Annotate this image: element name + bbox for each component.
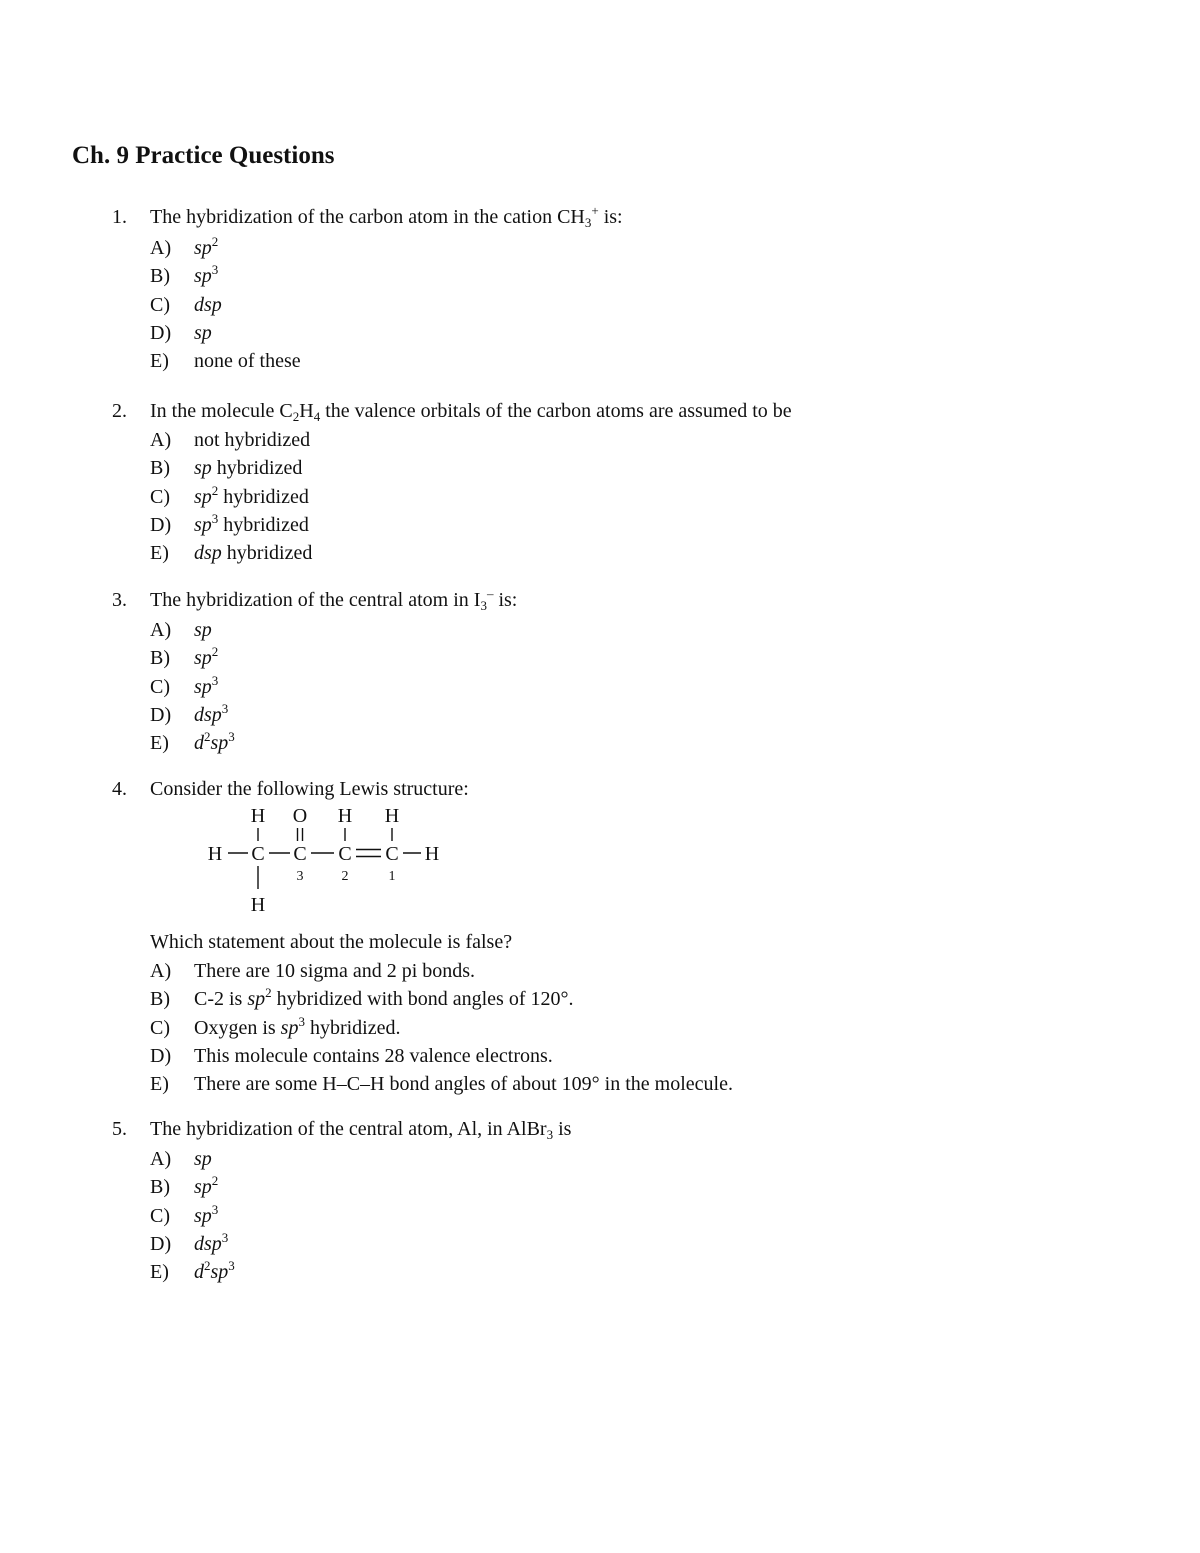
answer-text: This molecule contains 28 valence electrons. [194,1044,553,1067]
answer-text: dsp$^3$ [194,700,229,726]
answer-text: $sp^3$ [194,262,219,288]
answer-text: $sp^2$ [194,644,219,670]
lewis-top-atom-h1: H [250,805,266,827]
answer-letter: C) [150,293,170,316]
page-title: Ch. 9 Practice Questions [72,142,335,169]
answer-letter: D) [150,513,172,536]
answer-text: dsp [194,293,222,316]
answer-text: $sp^2$ [194,1173,219,1199]
lewis-top-atom-h3: H [384,805,400,827]
question-stem: In the molecule $C_2H_4$ the valence orbitals of the carbon atoms are assumed to be [150,400,792,424]
answer-letter: A) [150,237,172,259]
question-stem: The hybridization of the central atom in $I_3^-$ is: [150,586,518,613]
answer-letter: C) [150,485,170,508]
answer-letter: A) [150,960,172,982]
lewis-carbon-number-1: 1 [388,869,396,884]
lewis-top-atom-o: O [292,805,308,827]
answer-letter: B) [150,988,170,1011]
answer-text: $sp^3$ [194,1201,219,1227]
answer-letter: E) [150,1261,169,1284]
answer-text: There are some H–C–H bond angles of about 109° in the molecule. [194,1073,733,1096]
answer-letter: C) [150,1016,170,1039]
lewis-chain-c2: C [338,843,352,865]
answer-text: $d^2sp^3$ [194,1258,235,1284]
question-prompt: Which statement about the molecule is false? [150,931,513,953]
answer-text: sp [194,619,212,641]
question-number: 4. [112,778,127,800]
answer-letter: D) [150,703,172,726]
lewis-chain-c3: C [293,843,307,865]
lewis-chain-c1: C [385,843,399,865]
lewis-carbon-number-3: 3 [296,869,304,884]
answer-text: $sp^3$ hybridized [194,510,309,536]
answer-text: There are 10 sigma and 2 pi bonds. [194,960,476,982]
answer-text: $sp^2$ hybridized [194,482,309,508]
question-number: 5. [112,1118,127,1140]
question-number: 2. [112,400,127,422]
answer-text: C-2 is $sp^2$ hybridized with bond angles of 120°. [194,985,574,1011]
answer-letter: B) [150,1176,170,1199]
answer-text: Oxygen is $sp^3$ hybridized. [194,1013,401,1039]
answer-letter: C) [150,675,170,698]
answer-text: $d^2sp^3$ [194,729,235,755]
answer-text: sp [194,321,212,344]
answer-letter: E) [150,732,169,755]
answer-letter: A) [150,1148,172,1170]
answer-letter: D) [150,1232,172,1255]
answer-text: sp [194,1148,212,1170]
answer-letter: B) [150,647,170,670]
answer-letter: E) [150,350,169,373]
answer-letter: D) [150,1044,172,1067]
answer-text: sp hybridized [194,457,303,480]
question-number: 1. [112,206,127,228]
answer-text: none of these [194,350,301,373]
answer-letter: C) [150,1204,170,1227]
lewis-top-atom-h2: H [337,805,353,827]
question-stem: Consider the following Lewis structure: [150,778,469,800]
answer-letter: A) [150,429,172,451]
lewis-chain-h-left: H [207,843,223,865]
answer-text: dsp$^3$ [194,1229,229,1255]
question-stem: The hybridization of the central atom, Al, in AlBr$_3$ is [150,1118,572,1142]
answer-text: $sp^3$ [194,672,219,698]
question-stem: The hybridization of the carbon atom in the cation $CH_3^+$ is: [150,203,623,230]
answer-letter: D) [150,321,172,344]
answer-text: dsp hybridized [194,542,313,565]
lewis-chain-h-right: H [424,843,440,865]
answer-text: not hybridized [194,429,311,451]
answer-letter: B) [150,457,170,480]
question-number: 3. [112,589,127,611]
answer-letter: E) [150,1073,169,1096]
answer-letter: E) [150,542,169,565]
lewis-bottom-atom-h: H [250,894,266,916]
lewis-chain-c4: C [251,843,265,865]
answer-letter: A) [150,619,172,641]
answer-text: $sp^2$ [194,234,219,259]
answer-letter: B) [150,265,170,288]
lewis-carbon-number-2: 2 [341,869,349,884]
